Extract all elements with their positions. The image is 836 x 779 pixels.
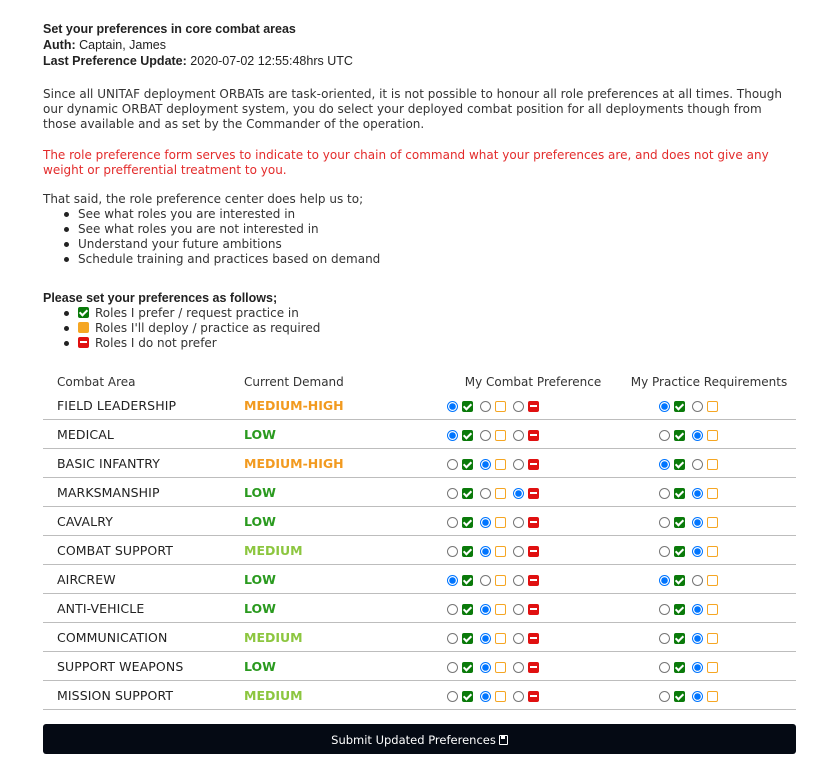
red-minus-icon xyxy=(528,662,539,673)
combat-preference-options xyxy=(444,392,622,420)
demand-badge: LOW xyxy=(244,420,444,449)
combat-pref-radio-orange[interactable] xyxy=(480,575,491,586)
practice-option-orange xyxy=(692,628,718,647)
combat-pref-option-red xyxy=(513,657,539,676)
practice-option-green xyxy=(659,454,685,473)
list-item: Schedule training and practices based on demand xyxy=(78,252,381,266)
combat-preference-options xyxy=(444,507,622,536)
demand-badge: MEDIUM-HIGH xyxy=(244,449,444,478)
red-minus-icon xyxy=(528,691,539,702)
practice-requirement-options xyxy=(622,420,796,449)
header-combat-area: Combat Area xyxy=(57,375,136,389)
green-check-icon xyxy=(674,633,685,644)
combat-pref-option-orange xyxy=(480,541,506,560)
combat-pref-radio-green[interactable] xyxy=(447,575,458,586)
combat-pref-radio-green[interactable] xyxy=(447,401,458,412)
practice-radio-green[interactable] xyxy=(659,604,670,615)
red-minus-icon xyxy=(528,488,539,499)
practice-requirement-options xyxy=(622,623,796,652)
last-update-label: Last Preference Update: xyxy=(43,54,187,68)
red-minus-icon xyxy=(528,633,539,644)
combat-pref-radio-red[interactable] xyxy=(513,604,524,615)
combat-pref-option-red xyxy=(513,483,539,502)
orange-square-icon xyxy=(707,604,718,615)
practice-requirement-options xyxy=(622,507,796,536)
combat-pref-option-red xyxy=(513,570,539,589)
practice-option-green xyxy=(659,570,685,589)
practice-radio-orange[interactable] xyxy=(692,575,703,586)
table-row xyxy=(43,507,796,536)
legend-label: Roles I prefer / request practice in xyxy=(95,306,299,320)
warning-paragraph: The role preference form serves to indicate to your chain of command what your preferences are, and does not give any weight or prefferential treatment to you. xyxy=(43,148,769,177)
red-minus-icon xyxy=(528,430,539,441)
combat-pref-radio-green[interactable] xyxy=(447,430,458,441)
combat-area-name: CAVALRY xyxy=(43,507,244,536)
green-check-icon xyxy=(462,430,473,441)
combat-pref-radio-green[interactable] xyxy=(447,459,458,470)
combat-pref-radio-orange[interactable] xyxy=(480,633,491,644)
combat-pref-radio-green[interactable] xyxy=(447,604,458,615)
header-current-demand: Current Demand xyxy=(244,375,344,389)
table-row xyxy=(43,449,796,478)
legend-item-as-required xyxy=(78,321,320,336)
orange-square-icon xyxy=(707,546,718,557)
demand-badge: LOW xyxy=(244,478,444,507)
orange-square-icon xyxy=(707,488,718,499)
combat-pref-radio-orange[interactable] xyxy=(480,517,491,528)
combat-pref-radio-red[interactable] xyxy=(513,691,524,702)
practice-radio-green[interactable] xyxy=(659,662,670,673)
combat-pref-radio-orange[interactable] xyxy=(480,430,491,441)
green-check-icon xyxy=(462,517,473,528)
combat-pref-option-orange xyxy=(480,512,506,531)
practice-option-green xyxy=(659,483,685,502)
combat-pref-radio-red[interactable] xyxy=(513,430,524,441)
table-row xyxy=(43,536,796,565)
combat-area-name: MISSION SUPPORT xyxy=(43,681,244,710)
green-check-icon xyxy=(462,546,473,557)
combat-pref-option-red xyxy=(513,454,539,473)
combat-preference-options xyxy=(444,681,622,710)
purpose-intro: That said, the role preference center does help us to; xyxy=(43,192,364,206)
practice-requirement-options xyxy=(622,565,796,594)
combat-pref-radio-green[interactable] xyxy=(447,633,458,644)
practice-radio-green[interactable] xyxy=(659,488,670,499)
combat-pref-option-red xyxy=(513,628,539,647)
practice-radio-green[interactable] xyxy=(659,517,670,528)
practice-option-orange xyxy=(692,512,718,531)
green-check-icon xyxy=(462,633,473,644)
practice-radio-green[interactable] xyxy=(659,575,670,586)
list-item: See what roles you are not interested in xyxy=(78,222,380,237)
practice-requirement-options xyxy=(622,449,796,478)
practice-radio-orange[interactable] xyxy=(692,604,703,615)
practice-option-orange xyxy=(692,541,718,560)
orange-square-icon xyxy=(707,430,718,441)
practice-requirement-options xyxy=(622,478,796,507)
table-row xyxy=(43,478,796,507)
orange-square-icon xyxy=(707,691,718,702)
combat-pref-radio-red[interactable] xyxy=(513,575,524,586)
combat-area-name: FIELD LEADERSHIP xyxy=(43,392,244,420)
red-minus-icon xyxy=(528,401,539,412)
page-title: Set your preferences in core combat areas xyxy=(43,22,296,36)
practice-requirement-options xyxy=(622,652,796,681)
combat-pref-option-red xyxy=(513,396,539,415)
combat-pref-radio-red[interactable] xyxy=(513,401,524,412)
combat-area-name: COMBAT SUPPORT xyxy=(43,536,244,565)
red-minus-icon xyxy=(528,459,539,470)
orange-square-icon xyxy=(707,401,718,412)
combat-pref-option-green xyxy=(447,541,473,560)
table-row xyxy=(43,420,796,449)
combat-pref-radio-red[interactable] xyxy=(513,633,524,644)
table-row xyxy=(43,681,796,710)
green-check-icon xyxy=(674,691,685,702)
practice-radio-green[interactable] xyxy=(659,633,670,644)
combat-preference-options xyxy=(444,449,622,478)
table-row xyxy=(43,594,796,623)
combat-preference-options xyxy=(444,565,622,594)
green-check-icon xyxy=(462,575,473,586)
legend-label: Roles I do not prefer xyxy=(95,336,217,350)
combat-area-name: AIRCREW xyxy=(43,565,244,594)
combat-pref-radio-orange[interactable] xyxy=(480,401,491,412)
list-item: Understand your future ambitions xyxy=(78,237,380,252)
practice-option-orange xyxy=(692,425,718,444)
practice-option-orange xyxy=(692,570,718,589)
practice-radio-green[interactable] xyxy=(659,401,670,412)
combat-pref-radio-red[interactable] xyxy=(513,459,524,470)
combat-pref-radio-green[interactable] xyxy=(447,546,458,557)
last-update-line xyxy=(43,53,353,69)
red-minus-icon xyxy=(528,517,539,528)
practice-requirement-options xyxy=(622,392,796,420)
combat-pref-radio-red[interactable] xyxy=(513,662,524,673)
red-minus-icon xyxy=(528,604,539,615)
combat-pref-option-green xyxy=(447,599,473,618)
combat-pref-radio-red[interactable] xyxy=(513,517,524,528)
auth-label: Auth: xyxy=(43,38,76,52)
preferences-table xyxy=(43,372,796,710)
combat-preference-options xyxy=(444,623,622,652)
combat-preference-options xyxy=(444,420,622,449)
combat-area-name: COMMUNICATION xyxy=(43,623,244,652)
orange-square-icon xyxy=(78,322,89,333)
demand-badge: LOW xyxy=(244,652,444,681)
orange-square-icon xyxy=(707,575,718,586)
practice-option-orange xyxy=(692,657,718,676)
red-minus-icon xyxy=(78,337,89,348)
orange-square-icon xyxy=(707,662,718,673)
orange-square-icon xyxy=(707,633,718,644)
combat-pref-option-orange xyxy=(480,570,506,589)
table-row xyxy=(43,392,796,420)
combat-pref-option-green xyxy=(447,454,473,473)
combat-pref-option-green xyxy=(447,657,473,676)
combat-pref-radio-green[interactable] xyxy=(447,662,458,673)
orange-square-icon xyxy=(495,662,506,673)
combat-pref-option-red xyxy=(513,599,539,618)
practice-option-green xyxy=(659,599,685,618)
orange-square-icon xyxy=(495,517,506,528)
auth-value: Captain, James xyxy=(79,38,166,52)
practice-radio-green[interactable] xyxy=(659,691,670,702)
practice-option-green xyxy=(659,657,685,676)
practice-radio-orange[interactable] xyxy=(692,401,703,412)
practice-radio-orange[interactable] xyxy=(692,633,703,644)
red-minus-icon xyxy=(528,546,539,557)
green-check-icon xyxy=(674,546,685,557)
practice-option-green xyxy=(659,686,685,705)
practice-option-orange xyxy=(692,483,718,502)
last-update-value: 2020-07-02 12:55:48hrs UTC xyxy=(190,54,353,68)
demand-badge: LOW xyxy=(244,594,444,623)
combat-pref-option-orange xyxy=(480,396,506,415)
combat-pref-option-orange xyxy=(480,657,506,676)
green-check-icon xyxy=(78,307,89,318)
list-item: See what roles you are interested in xyxy=(78,207,380,222)
green-check-icon xyxy=(462,401,473,412)
combat-pref-option-red xyxy=(513,686,539,705)
green-check-icon xyxy=(462,488,473,499)
orange-square-icon xyxy=(495,430,506,441)
practice-radio-green[interactable] xyxy=(659,546,670,557)
green-check-icon xyxy=(462,691,473,702)
green-check-icon xyxy=(462,459,473,470)
practice-radio-orange[interactable] xyxy=(692,691,703,702)
orange-square-icon xyxy=(707,459,718,470)
legend-title: Please set your preferences as follows; xyxy=(43,291,278,305)
combat-pref-radio-green[interactable] xyxy=(447,488,458,499)
combat-pref-option-orange xyxy=(480,628,506,647)
practice-radio-orange[interactable] xyxy=(692,430,703,441)
header-practice-requirements: My Practice Requirements xyxy=(630,375,788,389)
practice-radio-green[interactable] xyxy=(659,430,670,441)
demand-badge: MEDIUM xyxy=(244,536,444,565)
practice-radio-orange[interactable] xyxy=(692,517,703,528)
table-row xyxy=(43,652,796,681)
green-check-icon xyxy=(462,662,473,673)
submit-preferences-button[interactable] xyxy=(43,724,796,754)
practice-radio-orange[interactable] xyxy=(692,459,703,470)
combat-area-name: SUPPORT WEAPONS xyxy=(43,652,244,681)
combat-pref-option-green xyxy=(447,425,473,444)
header-combat-preference: My Combat Preference xyxy=(464,375,602,389)
combat-pref-radio-orange[interactable] xyxy=(480,488,491,499)
practice-option-green xyxy=(659,512,685,531)
orange-square-icon xyxy=(707,517,718,528)
practice-option-green xyxy=(659,541,685,560)
combat-preference-options xyxy=(444,652,622,681)
table-row xyxy=(43,565,796,594)
legend-item-not-prefer xyxy=(78,336,320,351)
save-icon xyxy=(499,735,508,745)
submit-label: Submit Updated Preferences xyxy=(331,733,496,747)
combat-pref-radio-orange[interactable] xyxy=(480,459,491,470)
practice-option-orange xyxy=(692,599,718,618)
demand-badge: LOW xyxy=(244,507,444,536)
combat-pref-radio-green[interactable] xyxy=(447,691,458,702)
combat-pref-radio-green[interactable] xyxy=(447,517,458,528)
orange-square-icon xyxy=(495,604,506,615)
legend-list xyxy=(78,306,320,351)
combat-pref-radio-red[interactable] xyxy=(513,488,524,499)
combat-pref-option-green xyxy=(447,483,473,502)
combat-area-name: MARKSMANSHIP xyxy=(43,478,244,507)
combat-pref-radio-orange[interactable] xyxy=(480,662,491,673)
combat-pref-option-green xyxy=(447,512,473,531)
practice-radio-orange[interactable] xyxy=(692,488,703,499)
green-check-icon xyxy=(674,430,685,441)
legend-item-prefer xyxy=(78,306,320,321)
demand-badge: MEDIUM xyxy=(244,623,444,652)
practice-option-green xyxy=(659,628,685,647)
purpose-list xyxy=(78,207,380,267)
red-minus-icon xyxy=(528,575,539,586)
combat-pref-option-orange xyxy=(480,599,506,618)
legend-label: Roles I'll deploy / practice as required xyxy=(95,321,321,335)
green-check-icon xyxy=(674,517,685,528)
practice-radio-orange[interactable] xyxy=(692,662,703,673)
orange-square-icon xyxy=(495,575,506,586)
green-check-icon xyxy=(674,459,685,470)
combat-pref-option-orange xyxy=(480,454,506,473)
green-check-icon xyxy=(674,604,685,615)
green-check-icon xyxy=(674,662,685,673)
combat-pref-radio-orange[interactable] xyxy=(480,546,491,557)
combat-pref-option-green xyxy=(447,628,473,647)
practice-option-orange xyxy=(692,686,718,705)
combat-pref-option-green xyxy=(447,396,473,415)
combat-preference-options xyxy=(444,536,622,565)
practice-option-orange xyxy=(692,454,718,473)
green-check-icon xyxy=(462,604,473,615)
orange-square-icon xyxy=(495,633,506,644)
orange-square-icon xyxy=(495,401,506,412)
green-check-icon xyxy=(674,575,685,586)
table-row xyxy=(43,623,796,652)
green-check-icon xyxy=(674,401,685,412)
combat-pref-option-red xyxy=(513,512,539,531)
orange-square-icon xyxy=(495,691,506,702)
demand-badge: MEDIUM xyxy=(244,681,444,710)
combat-pref-radio-orange[interactable] xyxy=(480,691,491,702)
practice-option-orange xyxy=(692,396,718,415)
practice-requirement-options xyxy=(622,594,796,623)
practice-option-green xyxy=(659,425,685,444)
combat-pref-radio-orange[interactable] xyxy=(480,604,491,615)
green-check-icon xyxy=(674,488,685,499)
practice-radio-green[interactable] xyxy=(659,459,670,470)
combat-pref-option-green xyxy=(447,570,473,589)
combat-pref-option-orange xyxy=(480,425,506,444)
combat-pref-option-green xyxy=(447,686,473,705)
combat-pref-option-orange xyxy=(480,483,506,502)
practice-radio-orange[interactable] xyxy=(692,546,703,557)
demand-badge: MEDIUM-HIGH xyxy=(244,392,444,420)
orange-square-icon xyxy=(495,459,506,470)
combat-pref-option-orange xyxy=(480,686,506,705)
auth-line xyxy=(43,37,166,53)
orange-square-icon xyxy=(495,546,506,557)
demand-badge: LOW xyxy=(244,565,444,594)
practice-requirement-options xyxy=(622,681,796,710)
practice-requirement-options xyxy=(622,536,796,565)
practice-option-green xyxy=(659,396,685,415)
combat-area-name: BASIC INFANTRY xyxy=(43,449,244,478)
combat-pref-radio-red[interactable] xyxy=(513,546,524,557)
combat-area-name: ANTI-VEHICLE xyxy=(43,594,244,623)
combat-area-name: MEDICAL xyxy=(43,420,244,449)
intro-paragraph: Since all UNITAF deployment ORBATs are task-oriented, it is not possible to honour all role preferences at all times. Though our dynamic ORBAT deployment system, you do select your deployed combat position for all deployments though from those available and as set by the Commander of the operation. xyxy=(43,87,783,131)
combat-preference-options xyxy=(444,594,622,623)
combat-preference-options xyxy=(444,478,622,507)
combat-pref-option-red xyxy=(513,425,539,444)
orange-square-icon xyxy=(495,488,506,499)
combat-pref-option-red xyxy=(513,541,539,560)
